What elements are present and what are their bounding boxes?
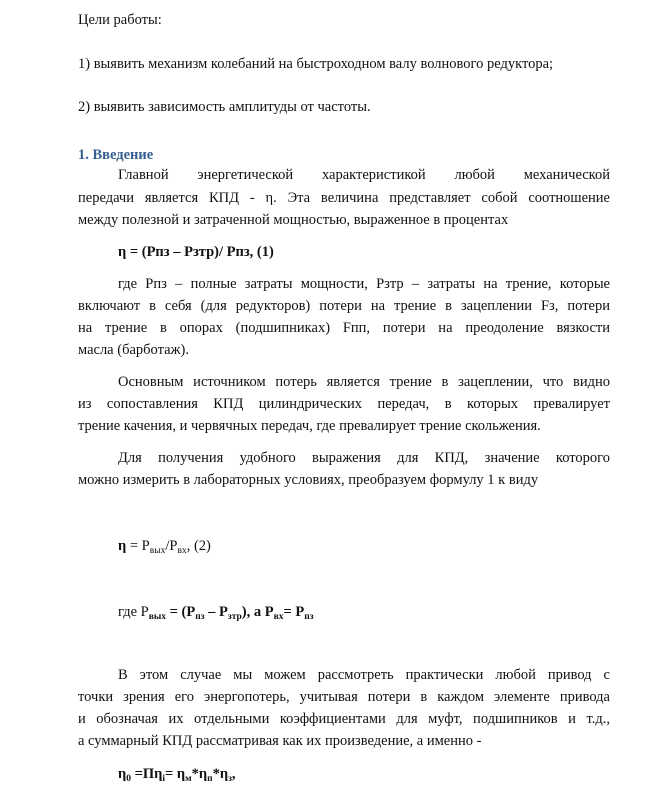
formula-text: где P <box>118 604 149 620</box>
formula-text: *η <box>191 766 208 782</box>
subscript: 0 <box>126 774 131 784</box>
formula-text: = P <box>283 604 305 620</box>
paragraph-line: точки зрения его энергопотерь, учитывая потери в каждом элементе привода <box>78 689 610 705</box>
paragraph-line: масла (барботаж). <box>78 342 189 358</box>
subscript: м <box>185 774 192 784</box>
formula-text: = η <box>165 766 186 782</box>
section-heading: 1. Введение <box>78 147 154 163</box>
goals-title: Цели работы: <box>78 12 162 28</box>
paragraph-line: В этом случае мы можем рассмотреть практически любой привод с <box>118 667 610 683</box>
paragraph-line: а суммарный КПД рассматривая как их произведение, а именно - <box>78 733 482 749</box>
formula-4 <box>118 765 236 788</box>
goal-item-1: 1) выявить механизм колебаний на быстроходном валу волнового редуктора; <box>78 56 554 72</box>
formula-3 <box>118 603 314 626</box>
paragraph-line: передачи является КПД - η. Эта величина представляет собой соотношение <box>78 190 610 206</box>
formula-text: , (2) <box>186 538 211 554</box>
paragraph-line: можно измерить в лабораторных условиях, преобразуем формулу 1 к виду <box>78 472 539 488</box>
formula-text: =Пη <box>130 766 163 782</box>
formula-text: η <box>118 766 127 782</box>
subscript: пз <box>304 612 314 622</box>
formula-text: *η <box>212 766 229 782</box>
subscript: п <box>207 774 213 784</box>
paragraph-line: Для получения удобного выражения для КПД, значение которого <box>118 450 610 466</box>
paragraph-line: между полезной и затраченной мощностью, выраженное в процентах <box>78 212 509 228</box>
formula-text: – P <box>204 604 228 620</box>
eta-symbol: η <box>118 538 127 554</box>
paragraph-line: Основным источником потерь является трение в зацеплении, что видно <box>118 374 610 390</box>
paragraph-line: включают в себя (для редукторов) потери на трение в зацеплении Fз, потери <box>78 298 610 314</box>
paragraph-line: на трение в опорах (подшипниках) Fпп, потери на преодоление вязкости <box>78 320 610 336</box>
subscript: вых <box>148 612 167 622</box>
paragraph-line: Главной энергетической характеристикой любой механической <box>118 167 610 183</box>
subscript: вх <box>273 612 284 622</box>
formula-1: η = (Pпз – Pзтр)/ Pпз, (1) <box>118 244 274 260</box>
subscript: i <box>162 774 166 784</box>
paragraph-line: трение качения, и червячных передач, где превалирует трение скольжения. <box>78 418 541 434</box>
paragraph-line: и обозначая их отдельными коэффициентами для муфт, подшипников и т.д., <box>78 711 610 727</box>
formula-text: ), а P <box>241 604 274 620</box>
paragraph-line: где Pпз – полные затраты мощности, Pзтр – затраты на трение, которые <box>118 276 610 292</box>
formula-text: , <box>231 766 236 782</box>
formula-text: = P <box>126 538 150 554</box>
formula-text: = (P <box>166 604 196 620</box>
formula-2 <box>118 537 211 560</box>
subscript: вх <box>177 546 187 556</box>
goal-item-2: 2) выявить зависимость амплитуды от частоты. <box>78 99 371 115</box>
subscript: вых <box>149 546 166 556</box>
subscript: з <box>228 774 232 784</box>
subscript: зтр <box>227 612 242 622</box>
subscript: пз <box>195 612 205 622</box>
paragraph-line: из сопоставления КПД цилиндрических передач, в которых превалирует <box>78 396 610 412</box>
formula-text: /P <box>165 538 178 554</box>
